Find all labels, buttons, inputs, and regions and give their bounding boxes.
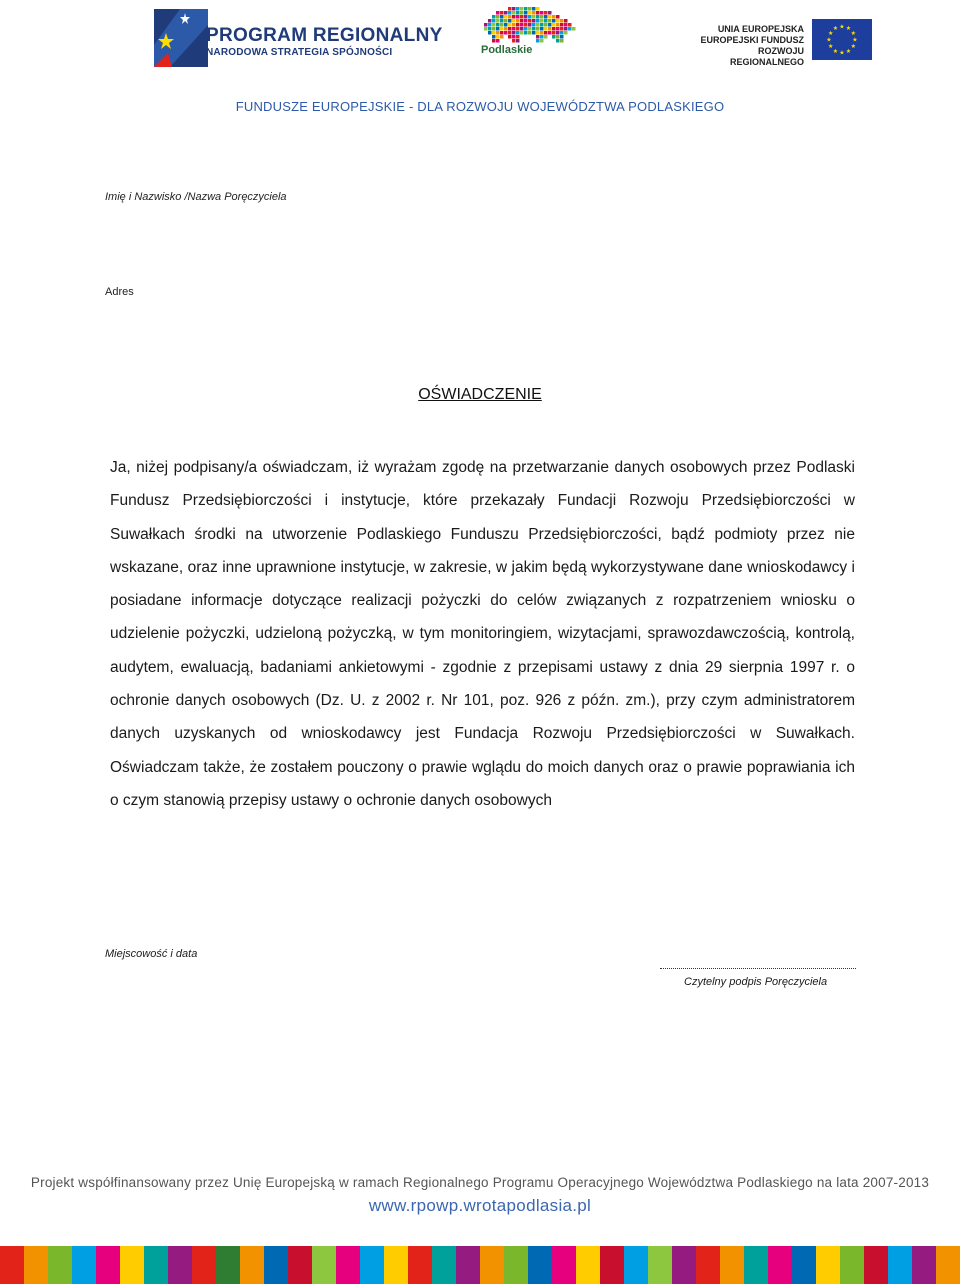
stripe-segment	[864, 1246, 888, 1284]
bison-pixel	[488, 23, 492, 27]
program-title: PROGRAM REGIONALNY	[206, 25, 443, 46]
bison-pixel	[512, 27, 516, 31]
bison-pixel	[492, 19, 496, 23]
bison-pixel	[504, 31, 508, 35]
bison-pixel	[508, 31, 512, 35]
bison-pixel	[512, 35, 516, 39]
eu-star-icon: ★	[828, 31, 834, 37]
place-date-label: Miejscowość i data	[105, 948, 198, 960]
bison-pixel	[504, 23, 508, 27]
stripe-segment	[768, 1246, 792, 1284]
bison-pixel	[508, 7, 512, 11]
stripe-segment	[168, 1246, 192, 1284]
bison-pixel	[544, 27, 548, 31]
stripe-segment	[480, 1246, 504, 1284]
bison-pixel	[544, 23, 548, 27]
bison-pixel	[552, 15, 556, 19]
stripe-segment	[360, 1246, 384, 1284]
bison-pixel	[516, 23, 520, 27]
declaration-body: Ja, niżej podpisany/a oświadczam, iż wyrażam zgodę na przetwarzanie danych osobowych przez Podlaski Fundusz Przedsiębiorczości i instytucje, które przekazały Fundacji Rozwoju Przedsiębiorczości w Suwałkach środki na utworzenie Podlaskiego Funduszu Przedsiębiorczości, bądź podmioty przez nie wskazane, oraz inne uprawnione instytucje, w zakresie, w jakim będą wykorzystywane dane wnioskodawcy i posiadane informacje dotyczące realizacji pożyczki do celów związanych z rozpatrzeniem wniosku o udzielenie pożyczki, udzieloną pożyczką, w tym monitoringiem, wizytacjami, sprawozdawczością, kontrolą, audytem, ewaluacją, badaniami ankietowymi - zgodnie z przepisami ustawy z dnia 29 sierpnia 1997 r. o ochronie danych osobowych (Dz. U. z 2002 r. Nr 101, poz. 926 z późn. zm.), przy czym administratorem danych uzyskanych od wnioskodawcy jest Fundacja Rozwoju Przedsiębiorczości w Suwałkach. Oświadczam także, że zostałem pouczony o prawie wglądu do moich danych oraz o prawie poprawiania ich o czym stanowią przepisy ustawy o ochronie danych osobowych	[110, 459, 855, 809]
bison-pixel	[544, 35, 548, 39]
bison-pixel	[492, 39, 496, 43]
footer-url[interactable]: www.rpowp.wrotapodlasia.pl	[368, 1196, 592, 1215]
bison-pixel	[508, 23, 512, 27]
bison-pixel	[568, 23, 572, 27]
bison-pixel	[484, 27, 488, 31]
program-regionalny-text	[206, 26, 443, 60]
bison-pixel	[512, 23, 516, 27]
bison-pixel	[536, 11, 540, 15]
bison-pixel	[488, 31, 492, 35]
bison-pixel	[516, 11, 520, 15]
stripe-segment	[288, 1246, 312, 1284]
bison-pixel	[508, 27, 512, 31]
stripe-segment	[552, 1246, 576, 1284]
stripe-segment	[792, 1246, 816, 1284]
bison-pixel	[548, 11, 552, 15]
bison-pixel	[548, 15, 552, 19]
bison-pixel	[504, 11, 508, 15]
bison-pixel	[516, 31, 520, 35]
bison-pixel	[528, 7, 532, 11]
bison-pixel	[496, 23, 500, 27]
stripe-segment	[504, 1246, 528, 1284]
bison-pixel	[560, 23, 564, 27]
stripe-segment	[0, 1246, 24, 1284]
bison-pixel	[488, 19, 492, 23]
eu-star-icon: ★	[850, 31, 856, 37]
bison-pixel	[500, 19, 504, 23]
bison-pixel	[532, 31, 536, 35]
bison-pixel	[548, 27, 552, 31]
bison-pixel	[508, 35, 512, 39]
bison-pixel	[524, 23, 528, 27]
eu-star-icon: ★	[832, 26, 839, 33]
bison-pixel	[544, 11, 548, 15]
bison-pixel	[504, 15, 508, 19]
stripe-segment	[744, 1246, 768, 1284]
bison-pixel	[500, 11, 504, 15]
bison-pixel	[492, 27, 496, 31]
bison-pixel	[560, 19, 564, 23]
bison-pixel	[524, 7, 528, 11]
bison-pixel	[520, 15, 524, 19]
bison-pixel	[540, 19, 544, 23]
eu-line1: UNIA EUROPEJSKA	[717, 24, 804, 34]
bison-pixel	[536, 35, 540, 39]
bison-pixel	[512, 31, 516, 35]
bison-pixel	[548, 23, 552, 27]
stripe-segment	[624, 1246, 648, 1284]
bison-pixel	[500, 23, 504, 27]
bison-pixel	[560, 27, 564, 31]
bison-pixel	[556, 23, 560, 27]
header	[0, 0, 960, 120]
bison-pixel	[512, 15, 516, 19]
bison-pixel	[556, 19, 560, 23]
bison-pixel	[560, 31, 564, 35]
bison-pixel	[516, 15, 520, 19]
bison-pixel	[564, 19, 568, 23]
bison-pixel	[524, 11, 528, 15]
bison-pixel	[496, 11, 500, 15]
bison-pixel	[528, 23, 532, 27]
eu-star-icon: ★	[852, 37, 858, 44]
stripe-segment	[432, 1246, 456, 1284]
bison-pixel	[528, 15, 532, 19]
bison-pixel	[532, 7, 536, 11]
bison-pixel	[520, 7, 524, 11]
stripe-segment	[696, 1246, 720, 1284]
eu-text	[700, 24, 804, 68]
bison-pixel	[540, 23, 544, 27]
bison-pixel	[504, 27, 508, 31]
bison-pixel	[564, 23, 568, 27]
bison-pixel	[544, 31, 548, 35]
bison-pixel	[540, 39, 544, 43]
bison-pixel	[508, 11, 512, 15]
eu-line3: ROZWOJU REGIONALNEGO	[729, 46, 804, 67]
stripe-segment	[888, 1246, 912, 1284]
eu-star-icon: ★	[845, 48, 852, 55]
document-title: OŚWIADCZENIE	[418, 386, 542, 403]
region-label: Podlaskie	[481, 44, 533, 56]
bison-pixel	[552, 27, 556, 31]
bison-pixel	[504, 19, 508, 23]
bison-pixel	[548, 19, 552, 23]
bison-pixel	[484, 23, 488, 27]
bison-pixel	[568, 27, 572, 31]
signature-label: Czytelny podpis Poręczyciela	[684, 976, 828, 988]
stripe-segment	[192, 1246, 216, 1284]
bison-pixel	[520, 23, 524, 27]
bison-pixel	[512, 39, 516, 43]
bison-pixel	[544, 19, 548, 23]
bison-pixel	[552, 23, 556, 27]
bison-pixel	[496, 35, 500, 39]
bison-pixel	[516, 39, 520, 43]
bison-pixel	[500, 27, 504, 31]
program-regionalny-logo	[150, 5, 212, 71]
bison-pixel	[564, 31, 568, 35]
name-label: Imię i Nazwisko /Nazwa Poręczyciela	[105, 191, 287, 203]
bison-pixel	[540, 15, 544, 19]
stripe-segment	[96, 1246, 120, 1284]
bison-pixel	[524, 15, 528, 19]
bison-pixel	[528, 11, 532, 15]
bison-pixel	[536, 19, 540, 23]
bison-pixel	[524, 31, 528, 35]
eu-star-icon: ★	[839, 24, 845, 31]
stripe-segment	[648, 1246, 672, 1284]
eu-star-icon: ★	[850, 44, 856, 50]
cofinance-note: Projekt współfinansowany przez Unię Europejską w ramach Regionalnego Programu Operacyjnego Województwa Podlaskiego na lata 2007-2013	[30, 1175, 930, 1190]
program-subtitle: NARODOWA STRATEGIA SPÓJNOŚCI	[206, 47, 393, 58]
bison-pixel	[516, 19, 520, 23]
bison-pixel	[540, 11, 544, 15]
eu-star-icon: ★	[828, 44, 834, 50]
bison-pixel	[520, 31, 524, 35]
bison-pixel	[532, 27, 536, 31]
bison-pixel	[536, 39, 540, 43]
eu-star-icon: ★	[832, 48, 839, 55]
bison-pixel	[536, 23, 540, 27]
bison-pixel	[536, 7, 540, 11]
eu-star-icon: ★	[839, 50, 845, 57]
bison-pixel	[540, 35, 544, 39]
stripe-segment	[24, 1246, 48, 1284]
bison-pixel	[564, 27, 568, 31]
bison-pixel	[516, 7, 520, 11]
stripe-segment	[336, 1246, 360, 1284]
address-label: Adres	[105, 286, 134, 298]
stripe-segment	[120, 1246, 144, 1284]
bison-pixel	[508, 15, 512, 19]
signature-line	[660, 962, 856, 969]
bison-pixel	[540, 27, 544, 31]
bison-pixel	[488, 27, 492, 31]
bison-pixel	[556, 39, 560, 43]
bison-pixel	[556, 31, 560, 35]
bison-pixel	[500, 15, 504, 19]
bison-pixel	[520, 11, 524, 15]
stripe-segment	[240, 1246, 264, 1284]
eu-flag-icon	[812, 19, 872, 60]
tagline: FUNDUSZE EUROPEJSKIE - DLA ROZWOJU WOJEWÓDZTWA PODLASKIEGO	[235, 99, 725, 114]
bison-pixel	[520, 27, 524, 31]
bison-pixel	[556, 35, 560, 39]
stripe-segment	[720, 1246, 744, 1284]
bison-pixel	[520, 19, 524, 23]
bison-pixel	[500, 31, 504, 35]
bison-pixel	[524, 19, 528, 23]
bison-pixel	[548, 31, 552, 35]
stripe-segment	[576, 1246, 600, 1284]
eu-star-icon: ★	[845, 26, 852, 33]
bison-pixel	[528, 27, 532, 31]
stripe-segment	[408, 1246, 432, 1284]
bison-pixel	[532, 15, 536, 19]
stripe-segment	[600, 1246, 624, 1284]
bison-pixel	[524, 27, 528, 31]
bison-pixel	[492, 23, 496, 27]
stripe-segment	[216, 1246, 240, 1284]
bison-pixel	[572, 27, 576, 31]
eu-star-icon: ★	[826, 37, 832, 44]
stripe-segment	[72, 1246, 96, 1284]
bison-pixel	[536, 27, 540, 31]
stripe-segment	[840, 1246, 864, 1284]
bison-pixel	[552, 35, 556, 39]
bison-pixel	[556, 15, 560, 19]
bison-pixel	[496, 19, 500, 23]
bison-pixel	[512, 7, 516, 11]
bison-pixel	[528, 19, 532, 23]
bison-pixel	[508, 19, 512, 23]
bison-pixel	[532, 11, 536, 15]
bison-pixel	[496, 27, 500, 31]
stripe-segment	[936, 1246, 960, 1284]
stripe-segment	[672, 1246, 696, 1284]
bison-pixel	[512, 11, 516, 15]
stripe-segment	[384, 1246, 408, 1284]
stripe-segment	[456, 1246, 480, 1284]
bison-pixel	[512, 19, 516, 23]
stripe-segment	[528, 1246, 552, 1284]
bison-pixel	[492, 31, 496, 35]
eu-line2: EUROPEJSKI FUNDUSZ	[700, 35, 804, 45]
bison-pixel	[560, 35, 564, 39]
bison-pixel	[496, 39, 500, 43]
bison-pixel	[532, 19, 536, 23]
bison-pixel	[492, 35, 496, 39]
stripe-segment	[264, 1246, 288, 1284]
bison-pixel	[552, 19, 556, 23]
bison-pixel	[496, 31, 500, 35]
bison-pixel	[516, 35, 520, 39]
color-stripe	[0, 1246, 960, 1284]
bison-pixel	[536, 31, 540, 35]
bison-pixel	[544, 15, 548, 19]
bison-pixel	[496, 15, 500, 19]
bison-pixel	[516, 27, 520, 31]
bison-pixel	[532, 23, 536, 27]
bison-pixel	[552, 31, 556, 35]
bison-pixel	[500, 35, 504, 39]
stripe-segment	[816, 1246, 840, 1284]
stripe-segment	[144, 1246, 168, 1284]
bison-pixel	[528, 31, 532, 35]
bison-pixel	[536, 15, 540, 19]
bison-pixel	[492, 15, 496, 19]
bison-pixel	[556, 27, 560, 31]
bison-pixel	[540, 31, 544, 35]
bison-pixel	[560, 39, 564, 43]
stripe-segment	[312, 1246, 336, 1284]
stripe-segment	[912, 1246, 936, 1284]
stripe-segment	[48, 1246, 72, 1284]
